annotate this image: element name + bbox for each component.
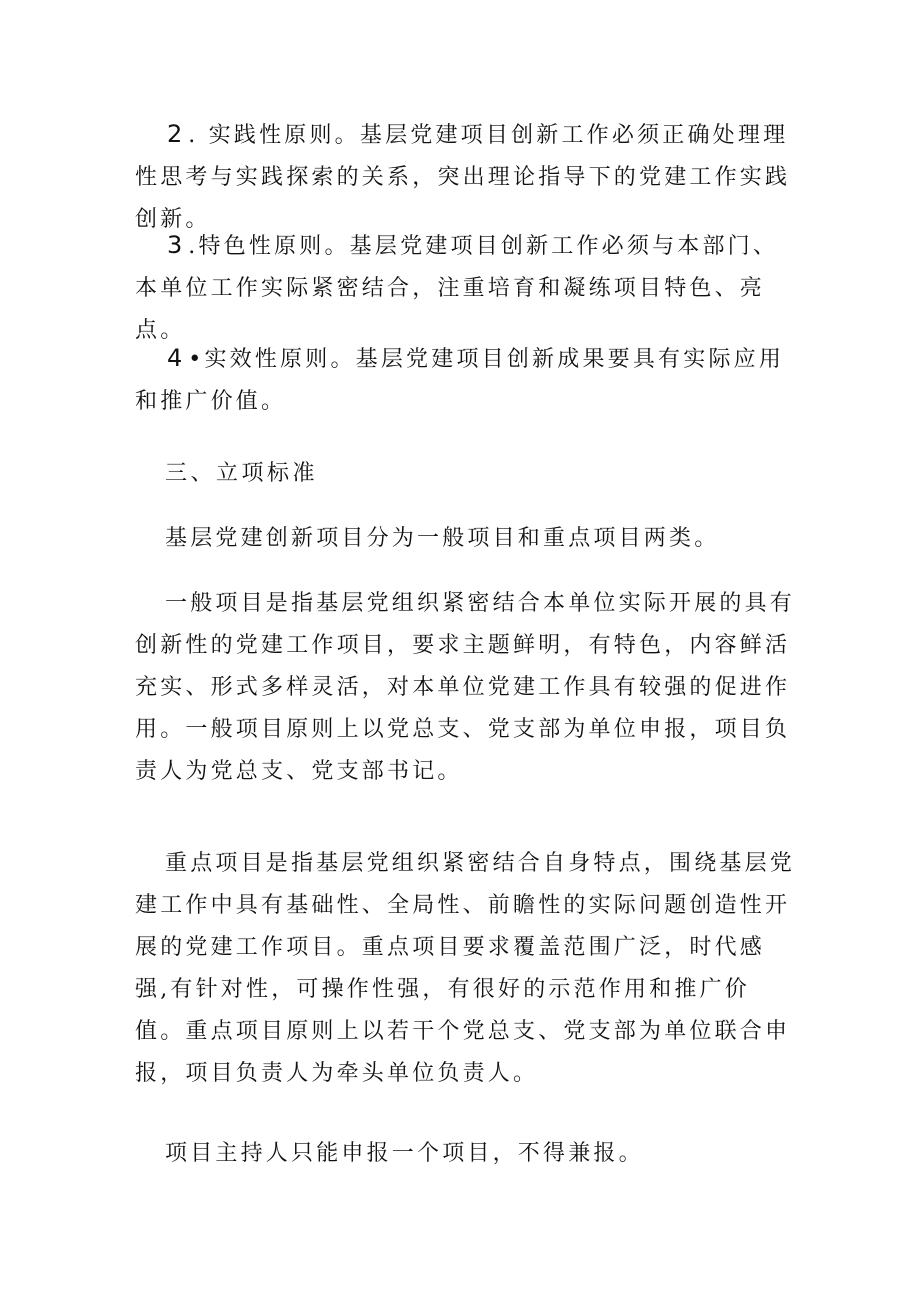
item-number: 3	[167, 231, 183, 259]
paragraph-text: •实效性原则。基层党建项目创新成果要具有实际应用和推广价值。	[135, 347, 785, 414]
principle-distinctiveness	[135, 224, 795, 352]
paragraph-text: .特色性原则。基层党建项目创新工作必须与本部门、本单位工作实际紧密结合，注重培育和凝练项目特色、亮点。	[135, 234, 779, 343]
section-heading: 三、立项标准	[165, 461, 319, 486]
item-number: 2	[167, 120, 183, 148]
project-categories-paragraph: 基层党建创新项目分为一般项目和重点项目两类。	[165, 526, 720, 551]
principle-practicality	[135, 113, 795, 241]
paragraph-text: . 实践性原则。基层党建项目创新工作必须正确处理理性思考与实践探索的关系，突出理论指导下的党建工作实践创新。	[135, 123, 791, 232]
key-project-paragraph: 重点项目是指基层党组织紧密结合自身特点，围绕基层党建工作中具有基础性、全局性、前瞻性的实际问题创造性开展的党建工作项目。重点项目要求覆盖范围广泛，时代感强,有针对性，可操作性强，有很好的示范作用和推广价值。重点项目原则上以若干个党总支、党支部为单位联合申报，项目负责人为牵头单位负责人。	[135, 851, 796, 1086]
applicant-limit-paragraph: 项目主持人只能申报一个项目，不得兼报。	[165, 1141, 644, 1166]
principle-effectiveness	[135, 337, 795, 423]
general-project-paragraph: 一般项目是指基层党组织紧密结合本单位实际开展的具有创新性的党建工作项目，要求主题鲜明，有特色，内容鲜活充实、形式多样灵活，对本单位党建工作具有较强的促进作用。一般项目原则上以党总支、党支部为单位申报，项目负责人为党总支、党支部书记。	[135, 591, 796, 784]
item-number: 4	[167, 344, 183, 372]
